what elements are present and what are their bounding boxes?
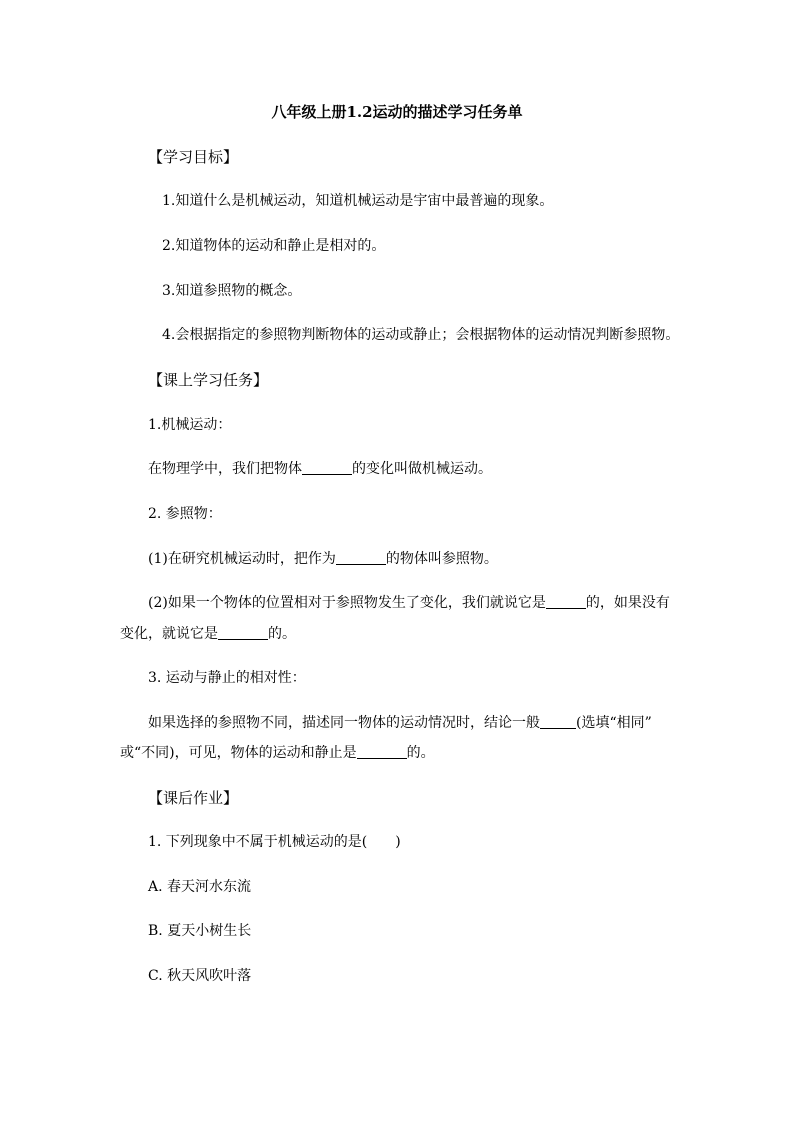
objective-item-4: 4.会根据指定的参照物判断物体的运动或静止；会根据物体的运动情况判断参照物。: [162, 327, 680, 343]
question-1-text: 1. 下列现象中不属于机械运动的是(: [148, 834, 368, 850]
homework-question-1: [148, 832, 401, 852]
task-2-2-text-b: 的，如果没有: [585, 595, 670, 611]
task-1-label: 1.机械运动：: [148, 417, 232, 433]
answer-blank[interactable]: [357, 744, 407, 759]
task-2-2-text-d: 的。: [268, 626, 296, 642]
objective-item-1: 1.知道什么是机械运动，知道机械运动是宇宙中最普遍的现象。: [162, 193, 554, 209]
question-1-close: ): [395, 834, 401, 850]
option-c: C. 秋天风吹叶落: [148, 968, 252, 984]
task-2-1-text-a: (1)在研究机械运动时，把作为: [148, 551, 336, 567]
task-3-question-line-1: [148, 713, 652, 733]
page-title: 八年级上册1.2运动的描述学习任务单: [271, 103, 523, 121]
answer-blank[interactable]: [302, 460, 352, 475]
task-1-question: [148, 459, 492, 479]
task-1-text-a: 在物理学中，我们把物体: [148, 461, 302, 477]
option-b: B. 夏天小树生长: [148, 923, 252, 939]
task-2-label: 2. 参照物：: [148, 506, 222, 522]
answer-blank[interactable]: [218, 625, 268, 640]
task-3-label: 3. 运动与静止的相对性：: [148, 670, 306, 686]
task-3-text-c: 或“不同)，可见，物体的运动和静止是: [120, 745, 357, 761]
tasks-heading: 【课上学习任务】: [148, 371, 269, 389]
objective-item-2: 2.知道物体的运动和静止是相对的。: [162, 238, 386, 254]
task-3-text-a: 如果选择的参照物不同，描述同一物体的运动情况时，结论一般: [148, 715, 540, 731]
answer-blank[interactable]: [540, 714, 576, 729]
task-2-2-text-c: 变化，就说它是: [120, 626, 218, 642]
task-3-text-b: (选填“相同”: [576, 715, 652, 731]
task-2-2-text-a: (2)如果一个物体的位置相对于参照物发生了变化，我们就说它是: [148, 595, 546, 611]
task-3-text-d: 的。: [406, 745, 435, 761]
task-2-1-text-b: 的物体叫参照物。: [385, 551, 498, 567]
option-a: A. 春天河水东流: [148, 879, 252, 895]
homework-heading: 【课后作业】: [148, 789, 239, 807]
answer-blank[interactable]: [546, 594, 586, 609]
task-3-question-line-2: [120, 743, 435, 763]
task-2-2-question-line-1: [148, 593, 670, 613]
objectives-heading: 【学习目标】: [148, 148, 239, 166]
objective-item-3: 3.知道参照物的概念。: [162, 283, 302, 299]
task-1-text-b: 的变化叫做机械运动。: [352, 461, 492, 477]
answer-blank[interactable]: [336, 550, 386, 565]
task-2-2-question-line-2: [120, 624, 296, 644]
task-2-1-question: [148, 549, 498, 569]
